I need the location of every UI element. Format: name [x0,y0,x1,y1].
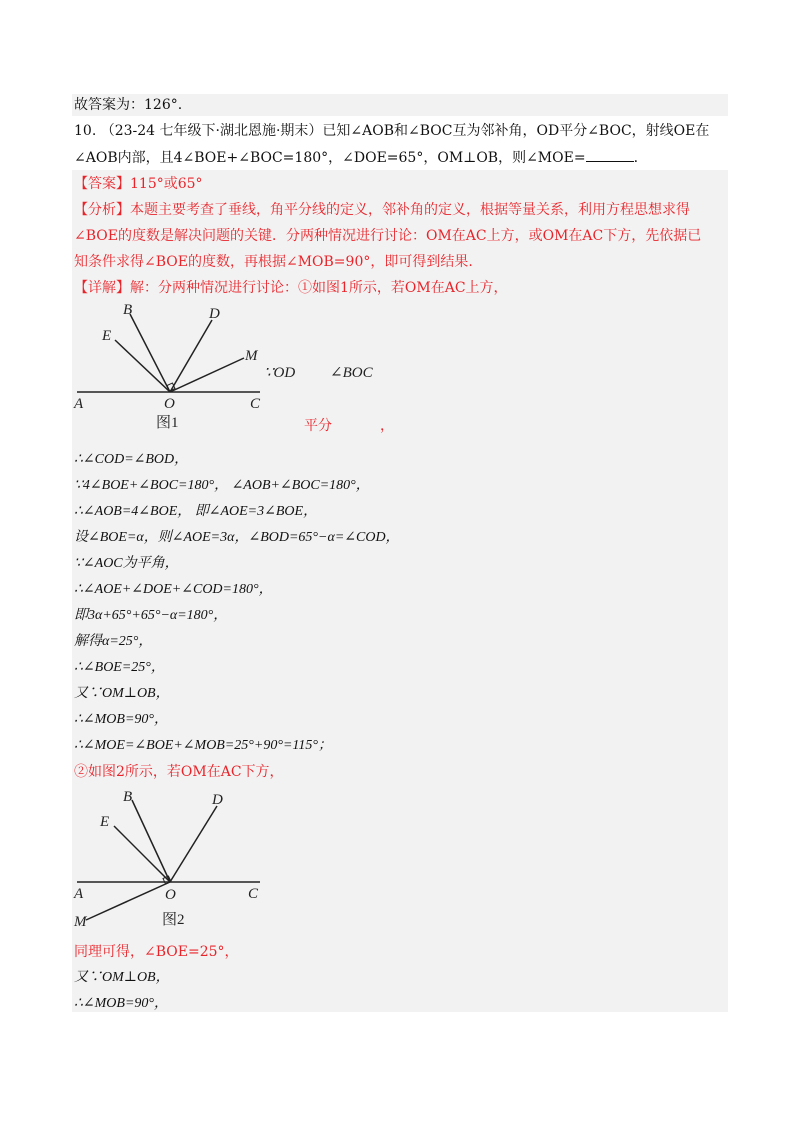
question-line-2-text: ∠AOB内部，且4∠BOE+∠BOC=180°，∠DOE=65°，OM⊥OB，则∠MOE= [74,150,586,166]
question-line-2 [74,147,638,168]
fig2-label-o: O [165,887,176,903]
step-7: 即3α+65°+65°−α=180°， [74,608,228,623]
detail-line-2: ②如图2所示，若OM在AC下方， [74,764,284,780]
fig1-caption: 图1 [156,415,179,431]
prev-answer: 故答案为：126°. [74,97,183,113]
fig2-ray-om [86,882,170,920]
fig2-label-d: D [212,792,223,808]
fig2-label-c: C [248,886,259,902]
fig1-ray-od [170,320,212,392]
step-6: ∴∠AOE+∠DOE+∠COD=180°， [74,582,273,597]
step-3: ∴∠AOB=4∠BOE， 即∠AOE=3∠BOE， [74,504,318,519]
fig1-label-b: B [123,302,133,318]
fig2-ray-oe [114,826,170,882]
fig1-ray-om [170,358,244,392]
fig1-label-d: D [209,306,220,322]
fig2-ray-ob [132,800,170,882]
tail-line-1: 同理可得，∠BOE=25°， [74,944,239,960]
fig1-ray-ob [130,314,170,392]
figure-1 [72,298,402,438]
fig1-label-o: O [164,396,175,412]
fig2-label-b: B [123,789,133,805]
fig1-label-m: M [245,348,258,364]
answer-line: 【答案】115°或65° [74,176,203,192]
fig2-label-a: A [74,886,84,902]
fig1-side-comma: ， [380,418,394,434]
fig1-ray-oe [115,340,170,392]
figure-2 [72,784,272,934]
analysis-line-1: 【分析】本题主要考查了垂线，角平分线的定义，邻补角的定义，根据等量关系，利用方程思想求得 [74,202,690,218]
fig2-ray-od [170,806,217,882]
step-10: 又∵OM⊥OB， [74,686,170,701]
question-line-1: 10. （23-24 七年级下·湖北恩施·期末）已知∠AOB和∠BOC互为邻补角，OD平分∠BOC，射线OE在 [74,123,710,139]
step-5: ∵∠AOC为平角， [74,556,179,571]
step-2: ∵4∠BOE+∠BOC=180°， ∠AOB+∠BOC=180°， [74,478,370,493]
tail-line-3: ∴∠MOB=90°， [74,996,169,1011]
fig1-side-text-boc: ∠BOC [330,365,373,381]
tail-line-2: 又∵OM⊥OB， [74,970,170,985]
fig1-label-c: C [250,396,261,412]
step-4: 设∠BOE=α，则∠AOE=3α，∠BOD=65°−α=∠COD， [74,530,400,545]
question-line-2-end: . [633,150,639,166]
detail-line-1: 【详解】解：分两种情况进行讨论：①如图1所示，若OM在AC上方， [74,280,508,296]
fig1-label-e: E [102,328,112,344]
fig1-side-text-od: ∵OD [264,365,296,381]
analysis-line-2: ∠BOE的度数是解决问题的关键．分两种情况进行讨论：OM在AC上方，或OM在AC下方，先依据已 [74,228,702,244]
step-8: 解得α=25°， [74,634,153,649]
fig2-caption: 图2 [162,912,185,928]
fig2-label-m: M [74,914,87,930]
fig1-side-ping: 平分 [304,418,332,434]
analysis-line-3: 知条件求得∠BOE的度数，再根据∠MOB=90°，即可得到结果. [74,254,473,270]
step-1: ∴∠COD=∠BOD， [74,452,189,467]
step-9: ∴∠BOE=25°， [74,660,165,675]
answer-blank [586,147,634,162]
step-11: ∴∠MOB=90°， [74,712,169,727]
fig1-label-a: A [74,396,84,412]
step-12: ∴∠MOE=∠BOE+∠MOB=25°+90°=115°； [74,738,332,753]
fig2-label-e: E [100,814,110,830]
